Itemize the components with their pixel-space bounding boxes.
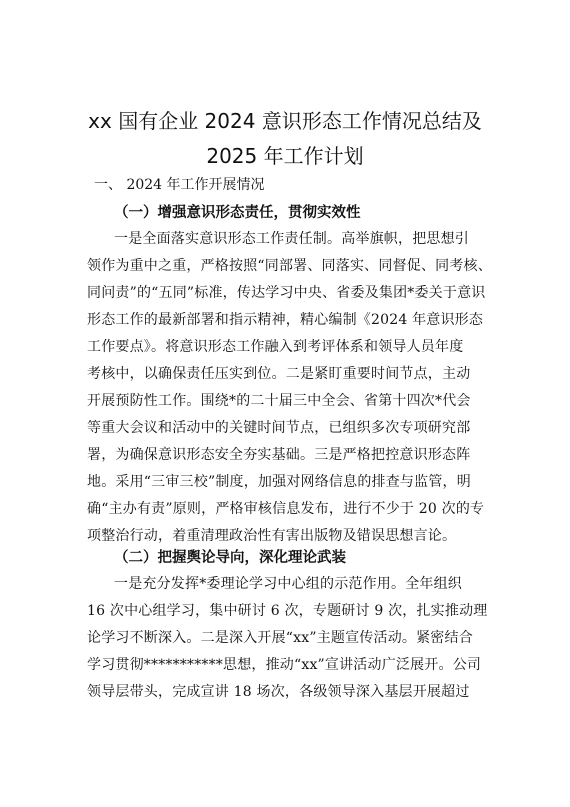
paragraph-line: 确“主办有责”原则，严格审核信息发布，进行不少于 20 次的专 (87, 501, 485, 517)
paragraph-line: 考核中，以确保责任压实到位。二是紧盯重要时间节点，主动 (87, 366, 471, 382)
section-heading-1: 一、 2024 年工作开展情况 (94, 177, 265, 193)
paragraph-line: 地。采用“三审三校”制度，加强对网络信息的排查与监管，明 (87, 474, 471, 490)
subsection-heading-2: （二）把握舆论导向，深化理论武装 (114, 550, 346, 566)
paragraph-line: 16 次中心组学习，集中研讨 6 次，专题研讨 9 次，扎实推动理 (87, 603, 488, 619)
document-title-line-1: xx 国有企业 2024 意识形态工作情况总结及 (88, 109, 482, 133)
paragraph-line: 署，为确保意识形态安全夯实基础。三是严格把控意识形态阵 (87, 447, 471, 463)
paragraph-line: 工作要点》。将意识形态工作融入到考评体系和领导人员年度 (87, 339, 464, 355)
paragraph-line: 开展预防性工作。围绕*的二十届三中全会、省第十四次*代会 (87, 393, 471, 409)
paragraph-line: 一是充分发挥*委理论学习中心组的示范作用。全年组织 (114, 576, 462, 592)
paragraph-line: 等重大会议和活动中的关键时间节点，已组织多次专项研究部 (87, 420, 471, 436)
document-title-line-2: 2025 年工作计划 (206, 144, 364, 168)
paragraph-line: 学习贯彻***********思想，推动“xx”宣讲活动广泛展开。公司 (87, 657, 482, 673)
paragraph-line: 一是全面落实意识形态工作责任制。高举旗帜，把思想引 (114, 231, 469, 247)
paragraph-line: 领导层带头，完成宣讲 18 场次，各级领导深入基层开展超过 (87, 684, 470, 700)
subsection-heading-1: （一）增强意识形态责任，贯彻实效性 (114, 205, 361, 221)
paragraph-line: 同问责”的“五同”标准，传达学习中央、省委及集团*委关于意识 (87, 285, 486, 301)
paragraph-line: 形态工作的最新部署和指示精神，精心编制《2024 年意识形态 (87, 312, 484, 328)
paragraph-line: 论学习不断深入。二是深入开展“xx”主题宣传活动。紧密结合 (87, 630, 473, 646)
paragraph-line: 领作为重中之重，严格按照“同部署、同落实、同督促、同考核、 (87, 258, 492, 274)
paragraph-line: 项整治行动，着重清理政治性有害出版物及错误思想言论。 (87, 528, 457, 544)
